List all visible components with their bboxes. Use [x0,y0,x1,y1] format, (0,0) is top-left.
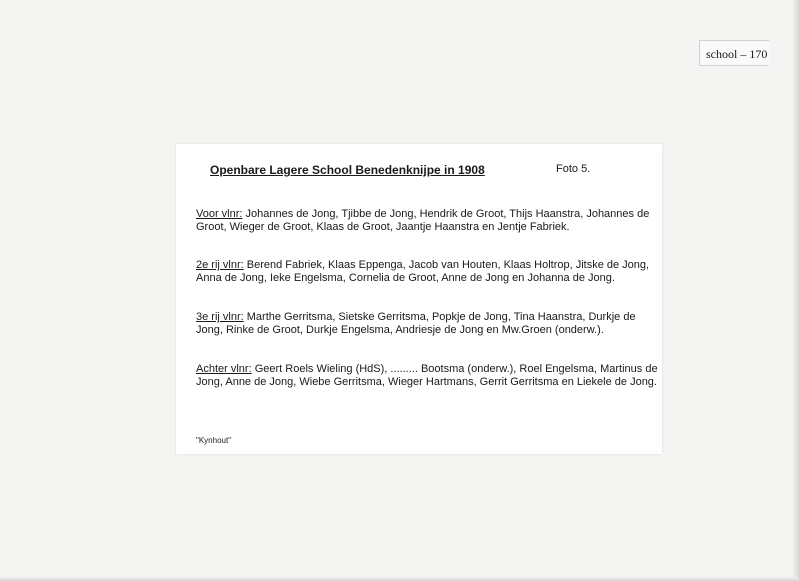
row-names: Berend Fabriek, Klaas Eppenga, Jacob van Houten, Klaas Holtrop, Jitske de Jong, Anna de Jong, Ieke Engelsma, Cornelia de Groot, Anne de Jong en Johanna de Jong. [196,259,650,285]
row-second [196,259,658,286]
row-names: Geert Roels Wieling (HdS), ......... Bootsma (onderw.), Roel Engelsma, Martinus de Jong, Anne de Jong, Wiebe Gerritsma, Wieger Hartmans, Gerrit Gerritsma en Liekele de Jong. [196,363,658,389]
photo-label: Foto 5. [556,163,591,175]
row-back [196,363,658,390]
reference-label: school – 170 [699,40,769,66]
row-label: 2e rij vlnr: [196,259,244,271]
document-title: Openbare Lagere School Benedenknijpe in 1908 [210,163,485,177]
row-names: Marthe Gerritsma, Sietske Gerritsma, Popkje de Jong, Tina Haanstra, Durkje de Jong, Rinke de Groot, Durkje Engelsma, Andriesje de Jong en Mw.Groen (onderw.). [196,311,636,337]
footer-quote: "Kynhout" [196,436,232,445]
row-third [196,311,658,338]
scan-edge-bottom [0,577,799,581]
row-names: Johannes de Jong, Tjibbe de Jong, Hendrik de Groot, Thijs Haanstra, Johannes de Groot, Wieger de Groot, Klaas de Groot, Jaantje Haanstra en Jentje Fabriek. [196,208,650,234]
row-label: 3e rij vlnr: [196,311,244,323]
scan-edge-right [793,0,799,581]
row-front [196,208,658,235]
document-card [176,144,662,454]
row-label: Voor vlnr: [196,208,243,220]
row-label: Achter vlnr: [196,363,252,375]
